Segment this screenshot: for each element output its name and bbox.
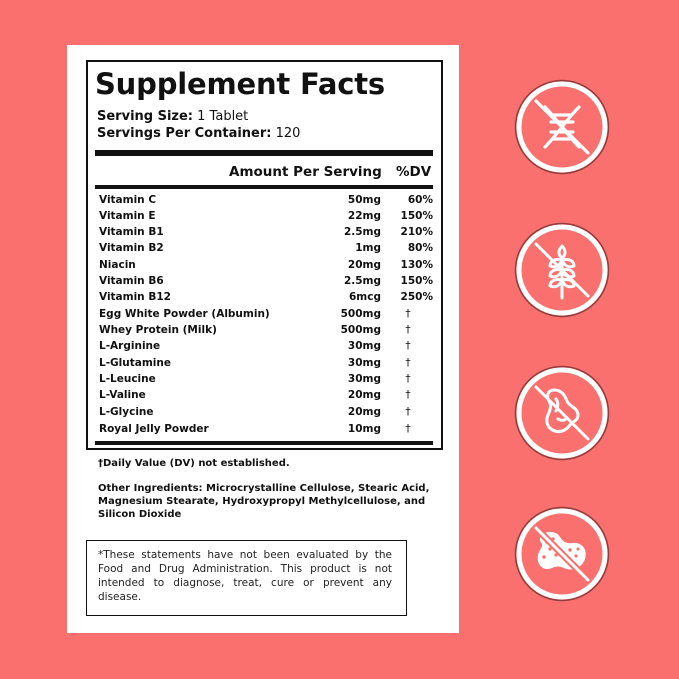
header-divider [95,185,433,189]
servings-value: 120 [275,126,301,141]
nutrient-name: Whey Protein (Milk) [99,324,217,336]
nutrient-dv: 130% [400,259,433,271]
nutrient-dv: 150% [400,275,433,287]
nutrient-amount: 50mg [347,194,381,206]
nutrient-dv: † [405,324,411,336]
nutrient-name: Vitamin B12 [99,291,171,303]
nutrient-dv: 60% [407,194,433,206]
nutrient-amount: 500mg [340,308,381,320]
nutrient-name: Egg White Powder (Albumin) [99,308,270,320]
nutrient-row [97,192,433,208]
nutrient-amount: 20mg [347,259,381,271]
nutrient-amount: 2.5mg [343,226,381,238]
nutrient-name: Vitamin B2 [99,242,164,254]
nutrient-name: Vitamin C [99,194,157,206]
amount-per-serving-header: Amount Per Serving [229,164,382,180]
nutrient-dv: † [405,308,411,320]
nutrient-amount: 30mg [347,373,381,385]
nutrient-dv: 210% [400,226,433,238]
nutrient-amount: 6mcg [349,291,381,303]
nutrient-dv: † [405,340,411,352]
nutrient-name: L-Arginine [99,340,161,352]
supplement-facts-title: Supplement Facts [95,67,385,101]
bottom-divider [95,441,433,445]
nutrient-amount: 10mg [347,423,381,435]
no-soy-icon [512,363,612,463]
servings-per-container [97,126,300,142]
nutrient-amount: 30mg [347,357,381,369]
serving-size-value: 1 Tablet [197,109,249,124]
nutrient-row [97,322,433,338]
nutrient-name: Niacin [99,259,136,271]
nutrient-row [97,273,433,289]
other-ingredients-text: Microcrystalline Cellulose, Stearic Acid, Magnesium Stearate, Hydroxypropyl Methylcellulose, and Silicon Dioxide [98,483,430,520]
nutrient-amount: 1mg [355,242,381,254]
thick-divider [95,150,433,156]
nutrient-dv: 80% [407,242,433,254]
nutrient-name: L-Leucine [99,373,156,385]
nutrient-name: Vitamin E [99,210,156,222]
nutrient-dv: 250% [400,291,433,303]
nutrient-row [97,355,433,371]
nutrient-name: L-Glutamine [99,357,171,369]
nutrient-name: L-Valine [99,389,146,401]
nutrient-row [97,338,433,354]
nutrient-row [97,224,433,240]
nutrient-amount: 20mg [347,406,381,418]
dv-footnote: †Daily Value (DV) not established. [98,458,290,469]
no-gluten-wheat-icon [512,220,612,320]
nutrient-row [97,421,433,437]
nutrient-row [97,289,433,305]
nutrient-row [97,208,433,224]
nutrient-amount: 22mg [347,210,381,222]
nutrient-row [97,371,433,387]
fda-disclaimer: *These statements have not been evaluated by the Food and Drug Administration. This product is not intended to diagnose, treat, cure or prevent any disease. [98,549,392,603]
nutrient-dv: † [405,373,411,385]
nutrient-amount: 2.5mg [343,275,381,287]
other-ingredients-label: Other Ingredients: [98,483,203,494]
nutrient-row [97,257,433,273]
servings-label: Servings Per Container: [97,126,272,141]
nutrient-dv: 150% [400,210,433,222]
nutrient-name: Royal Jelly Powder [99,423,209,435]
no-peanut-icon [512,504,612,604]
nutrient-dv: † [405,423,411,435]
nutrient-amount: 500mg [340,324,381,336]
nutrient-dv: † [405,406,411,418]
other-ingredients [98,482,438,521]
serving-size-label: Serving Size: [97,109,194,124]
nutrient-dv: † [405,357,411,369]
nutrient-row [97,404,433,420]
nutrient-row [97,306,433,322]
serving-size [97,109,248,125]
no-gmo-dna-icon [512,77,612,177]
dv-header: %DV [396,164,432,180]
nutrient-row [97,387,433,403]
nutrient-amount: 30mg [347,340,381,352]
nutrient-name: L-Glycine [99,406,154,418]
nutrient-name: Vitamin B6 [99,275,164,287]
nutrient-name: Vitamin B1 [99,226,164,238]
nutrient-amount: 20mg [347,389,381,401]
nutrient-dv: † [405,389,411,401]
nutrient-row [97,240,433,256]
